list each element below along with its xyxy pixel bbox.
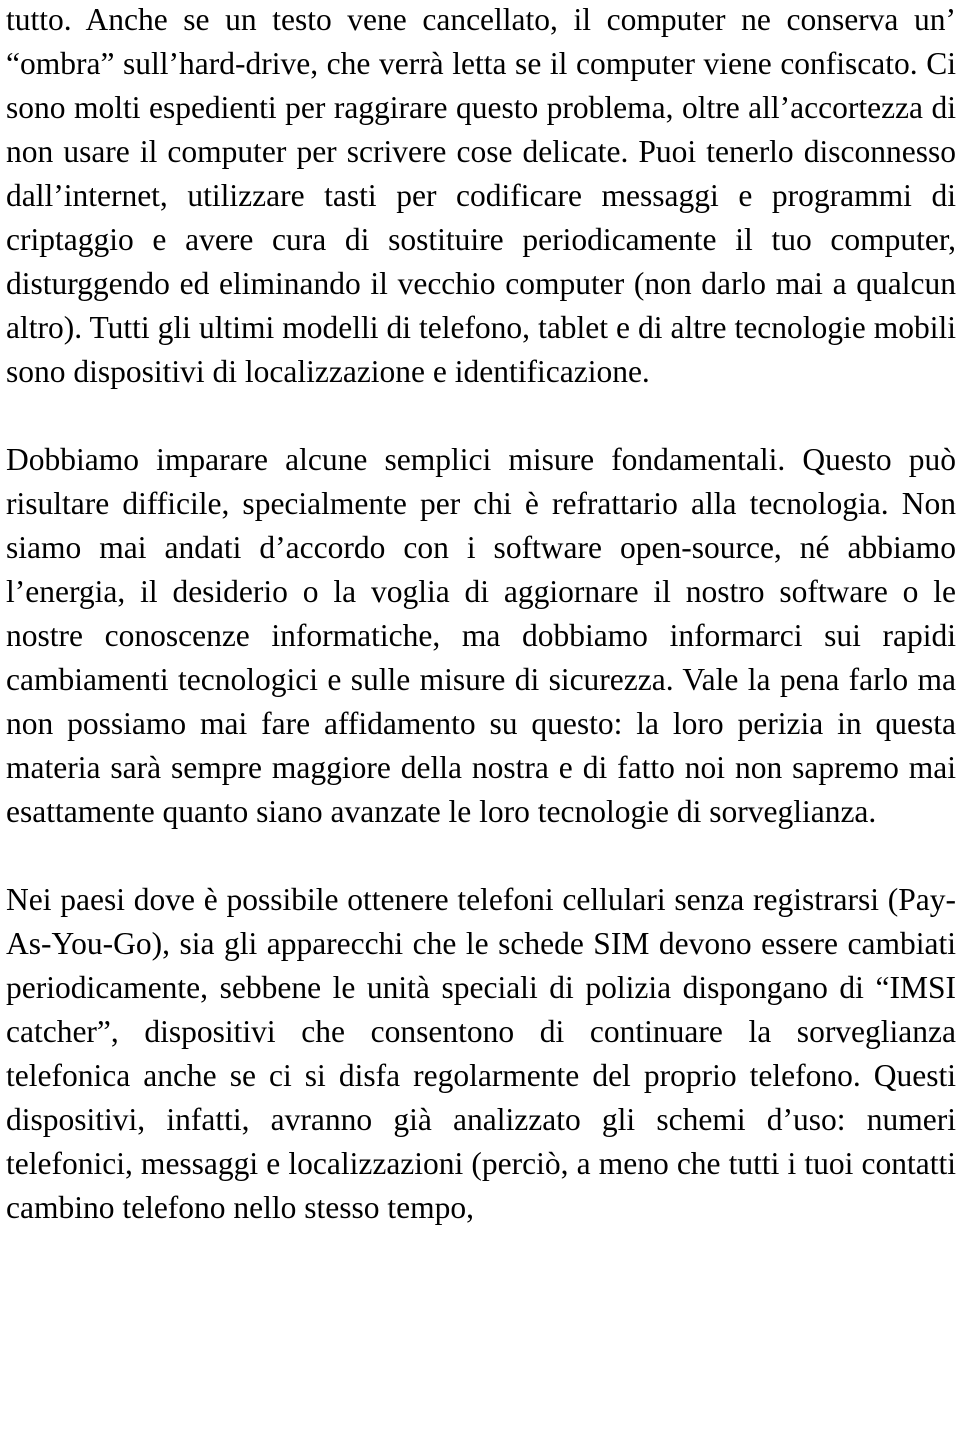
paragraph-spacer (6, 834, 956, 878)
paragraph-spacer (6, 394, 956, 438)
paragraph-1: tutto. Anche se un testo vene cancellato, il computer ne conserva un’ “ombra” sull’hard-drive, che verrà letta se il computer viene confiscato. Ci sono molti espedienti per raggirare questo problema, oltre all’accortezza di non usare il computer per scrivere cose delicate. Puoi tenerlo disconnesso dall’internet, utilizzare tasti per codificare messaggi e programmi di criptaggio e avere cura di sostituire periodicamente il tuo computer, disturggendo ed eliminando il vecchio computer (non darlo mai a qualcun altro). Tutti gli ultimi modelli di telefono, tablet e di altre tecnologie mobili sono dispositivi di localizzazione e identificazione. (6, 2, 956, 389)
document-page (6, 0, 956, 1230)
paragraph-3: Nei paesi dove è possibile ottenere telefoni cellulari senza registrarsi (Pay-As-You-Go), sia gli apparecchi che le schede SIM devono essere cambiati periodicamente, sebbene le unità speciali di polizia dispongano di “IMSI catcher”, dispositivi che consentono di continuare la sorveglianza telefonica anche se ci si disfa regolarmente del proprio telefono. Questi dispositivi, infatti, avranno già analizzato gli schemi d’uso: numeri telefonici, messaggi e localizzazioni (perciò, a meno che tutti i tuoi contatti cambino telefono nello stesso tempo, (6, 882, 956, 1225)
paragraph-2: Dobbiamo imparare alcune semplici misure fondamentali. Questo può risultare difficile, specialmente per chi è refrattario alla tecnologia. Non siamo mai andati d’accordo con i software open-source, né abbiamo l’energia, il desiderio o la voglia di aggiornare il nostro software o le nostre conoscenze informatiche, ma dobbiamo informarci sui rapidi cambiamenti tecnologici e sulle misure di sicurezza. Vale la pena farlo ma non possiamo mai fare affidamento su questo: la loro perizia in questa materia sarà sempre maggiore della nostra e di fatto noi non sapremo mai esattamente quanto siano avanzate le loro tecnologie di sorveglianza. (6, 442, 956, 829)
